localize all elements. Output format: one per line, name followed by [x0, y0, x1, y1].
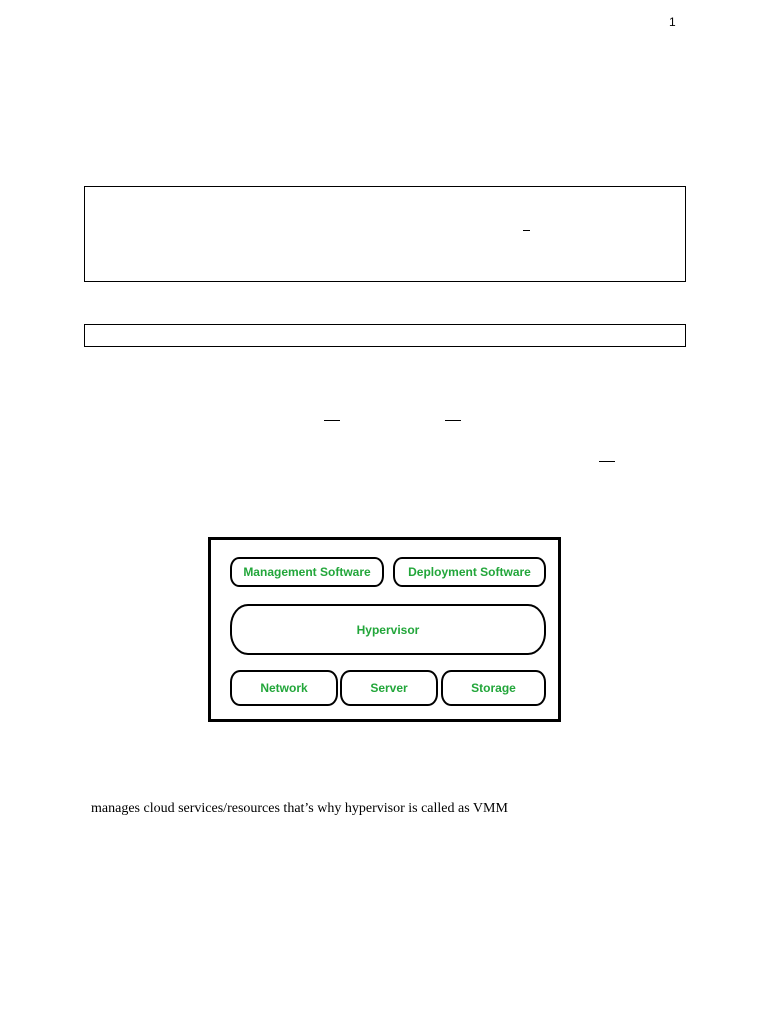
management-software-block: Management Software — [230, 557, 384, 587]
cloud-architecture-diagram — [208, 537, 561, 722]
network-block: Network — [230, 670, 338, 706]
dash-mark — [445, 420, 461, 421]
underscore-mark — [523, 230, 530, 231]
text-frame-top — [84, 186, 686, 282]
dash-mark — [599, 461, 615, 462]
body-paragraph: manages cloud services/resources that’s why hypervisor is called as VMM — [91, 801, 508, 816]
text-frame-bottom — [84, 324, 686, 347]
dash-mark — [324, 420, 340, 421]
deployment-software-block: Deployment Software — [393, 557, 546, 587]
page-number: 1 — [669, 15, 676, 29]
storage-block: Storage — [441, 670, 546, 706]
server-block: Server — [340, 670, 438, 706]
hypervisor-block: Hypervisor — [230, 604, 546, 655]
